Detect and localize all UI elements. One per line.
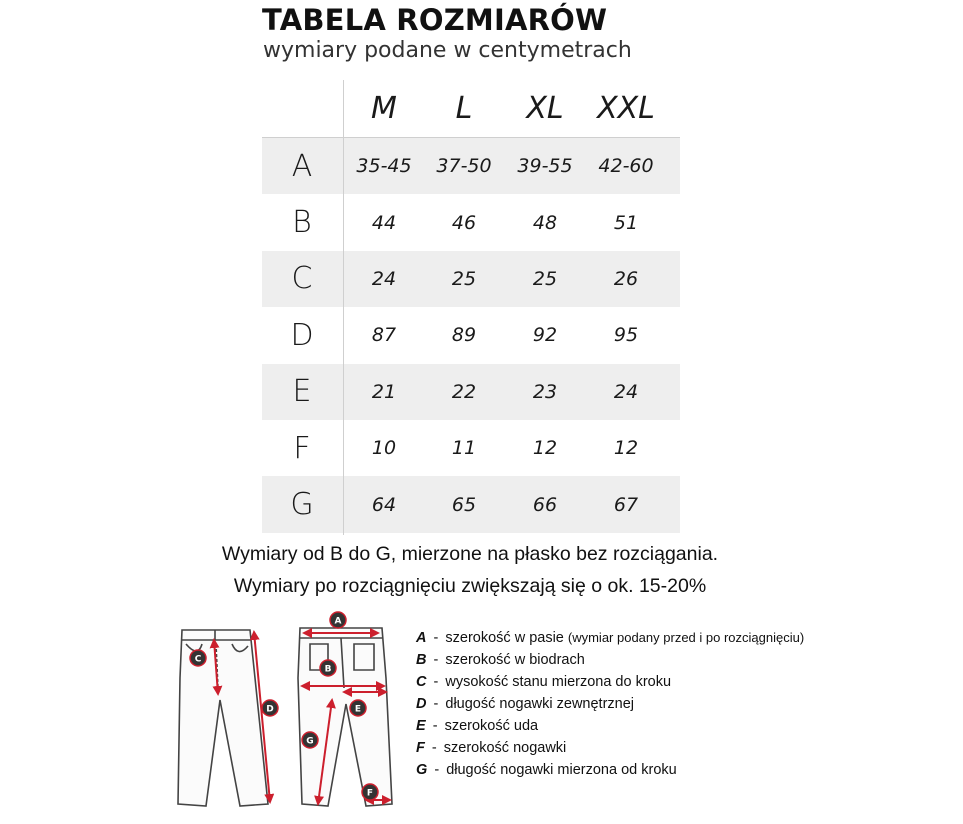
row-label: F <box>293 430 311 466</box>
table-cell: 64 <box>371 493 397 516</box>
size-table <box>262 80 680 533</box>
svg-text:A: A <box>334 616 342 627</box>
legend-separator: - <box>434 762 440 778</box>
row-label: A <box>291 148 313 184</box>
row-label: D <box>290 317 314 353</box>
legend-item-d <box>416 696 956 718</box>
marker-badge-g <box>302 732 318 748</box>
legend-text: długość nogawki mierzona od kroku <box>446 762 677 778</box>
legend-key: C <box>416 674 427 690</box>
svg-text:C: C <box>194 654 202 665</box>
marker-badge-c <box>190 650 206 666</box>
table-row-e <box>262 364 680 420</box>
legend-key: B <box>416 652 427 668</box>
legend-text: szerokość nogawki <box>443 740 567 756</box>
legend-separator: - <box>433 674 439 690</box>
table-cell: 46 <box>451 211 477 234</box>
table-row-g <box>262 476 680 532</box>
table-row-d <box>262 307 680 363</box>
table-cell: 35-45 <box>356 155 412 178</box>
table-cell: 11 <box>451 437 477 460</box>
table-cell: 87 <box>371 324 397 347</box>
column-header-xl: XL <box>526 91 564 126</box>
legend-item-e <box>416 718 956 740</box>
row-label: C <box>291 261 313 297</box>
trousers-back-icon <box>298 628 392 806</box>
table-row-b <box>262 194 680 250</box>
legend-separator: - <box>433 696 439 712</box>
marker-badge-d <box>262 700 278 716</box>
table-row-c <box>262 251 680 307</box>
marker-badge-f <box>362 784 378 800</box>
legend-separator: - <box>432 718 438 734</box>
table-cell: 66 <box>532 493 558 516</box>
legend-text: długość nogawki zewnętrznej <box>445 696 634 712</box>
legend-key: A <box>416 630 427 646</box>
trousers-diagram <box>160 608 400 820</box>
table-cell: 51 <box>613 211 639 234</box>
legend-item-c <box>416 674 956 696</box>
column-header-m: M <box>371 91 397 126</box>
table-cell: 12 <box>613 437 639 460</box>
table-row-f <box>262 420 680 476</box>
table-cell: 92 <box>532 324 558 347</box>
table-divider <box>343 80 344 535</box>
table-cell: 12 <box>532 437 558 460</box>
svg-text:F: F <box>366 788 374 799</box>
measurement-legend <box>416 630 956 784</box>
legend-text: szerokość uda <box>444 718 539 734</box>
table-cell: 89 <box>451 324 477 347</box>
table-cell: 65 <box>451 493 477 516</box>
table-cell: 67 <box>613 493 639 516</box>
legend-note: (wymiar podany przed i po rozciągnięciu) <box>567 630 805 645</box>
table-cell: 26 <box>613 267 639 290</box>
legend-item-a <box>416 630 956 652</box>
legend-separator: - <box>433 630 439 646</box>
table-cell: 24 <box>371 267 397 290</box>
legend-text: szerokość w biodrach <box>445 652 585 668</box>
page-subtitle: wymiary podane w centymetrach <box>263 38 632 63</box>
legend-key: F <box>416 740 425 756</box>
svg-text:E: E <box>354 704 362 715</box>
legend-separator: - <box>431 740 437 756</box>
legend-key: E <box>416 718 426 734</box>
svg-text:G: G <box>306 736 314 747</box>
row-label: G <box>290 487 314 523</box>
stretch-note: Wymiary po rozciągnięciu zwiększają się o ok. 15-20% <box>233 575 707 597</box>
legend-separator: - <box>433 652 439 668</box>
table-row-a <box>262 138 680 194</box>
table-cell: 25 <box>451 267 477 290</box>
measurement-note: Wymiary od B do G, mierzone na płasko bez rozciągania. <box>221 543 719 565</box>
row-label: E <box>292 374 312 410</box>
table-cell: 23 <box>532 380 558 403</box>
column-header-l: L <box>455 91 473 126</box>
table-cell: 25 <box>532 267 558 290</box>
legend-key: G <box>416 762 428 778</box>
table-cell: 22 <box>451 380 477 403</box>
table-cell: 48 <box>532 211 558 234</box>
legend-text: szerokość w pasie <box>445 630 564 646</box>
row-label: B <box>292 205 312 241</box>
table-cell: 95 <box>613 324 639 347</box>
page-title: TABELA ROZMIARÓW <box>262 3 608 37</box>
table-cell: 24 <box>613 380 639 403</box>
legend-text: wysokość stanu mierzona do kroku <box>445 674 672 690</box>
svg-text:D: D <box>266 704 274 715</box>
table-cell: 21 <box>371 380 397 403</box>
table-cell: 39-55 <box>517 155 573 178</box>
table-cell: 42-60 <box>598 155 654 178</box>
legend-key: D <box>416 696 427 712</box>
table-cell: 44 <box>371 211 397 234</box>
table-cell: 10 <box>371 437 397 460</box>
marker-badge-b <box>320 660 336 676</box>
marker-badge-a <box>330 612 346 628</box>
legend-item-g <box>416 762 956 784</box>
table-header-row <box>262 80 680 138</box>
table-cell: 37-50 <box>436 155 492 178</box>
legend-item-b <box>416 652 956 674</box>
marker-badge-e <box>350 700 366 716</box>
column-header-xxl: XXL <box>597 91 655 126</box>
legend-item-f <box>416 740 956 762</box>
svg-text:B: B <box>324 664 332 675</box>
